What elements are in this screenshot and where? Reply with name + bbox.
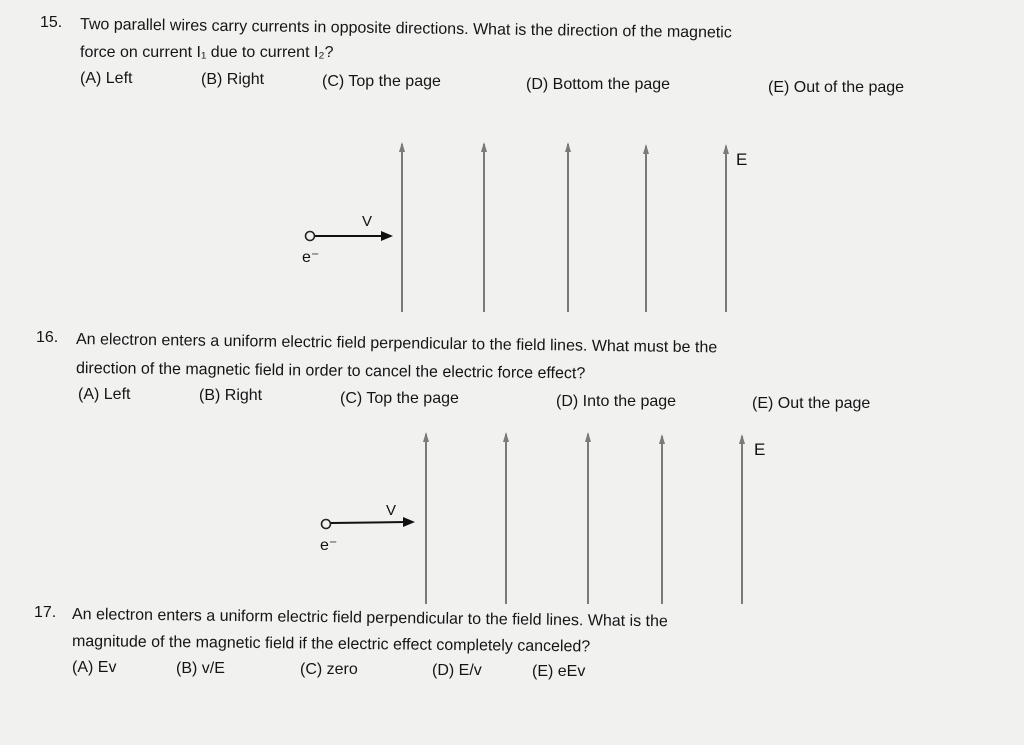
field-arrowhead	[739, 434, 745, 444]
electric-field-lines	[399, 142, 729, 312]
option-c: (C) zero	[300, 661, 358, 678]
field-arrowhead	[585, 432, 591, 442]
field-diagram-2	[320, 432, 765, 604]
electric-field-lines	[423, 432, 745, 604]
electron-icon	[322, 520, 331, 529]
question-text-line: force on current I₁ due to current I₂?	[80, 44, 334, 61]
velocity-label: V	[362, 213, 373, 230]
question-number: 16.	[36, 329, 59, 346]
question-text-line: An electron enters a uniform electric field perpendicular to the field lines. What must be the	[75, 331, 718, 357]
velocity-label: V	[386, 502, 397, 519]
option-b: (B) v/E	[176, 660, 225, 677]
velocity-arrowhead	[381, 231, 393, 241]
particle-label: e⁻	[302, 249, 320, 266]
electron-icon	[306, 232, 315, 241]
option-c: (C) Top the page	[340, 390, 459, 407]
field-label: E	[754, 440, 766, 459]
question-text-line: magnitude of the magnetic field if the electric effect completely canceled?	[71, 633, 591, 656]
question-text-line: direction of the magnetic field in order to cancel the electric force effect?	[75, 360, 586, 383]
velocity-arrow	[331, 522, 406, 523]
option-b: (B) Right	[199, 387, 263, 404]
option-a: (A) Ev	[72, 659, 117, 676]
field-arrowhead	[481, 142, 487, 152]
option-e: (E) Out of the page	[768, 79, 905, 96]
option-d: (D) Bottom the page	[526, 76, 671, 93]
field-arrowhead	[659, 434, 665, 444]
velocity-arrowhead	[403, 517, 415, 527]
field-diagram-1	[302, 142, 747, 312]
option-e: (E) Out the page	[752, 395, 871, 412]
question-number: 15.	[40, 14, 63, 31]
option-e: (E) eEv	[532, 663, 586, 680]
field-arrowhead	[503, 432, 509, 442]
option-c: (C) Top the page	[322, 73, 441, 90]
question-number: 17.	[34, 604, 57, 621]
option-d: (D) Into the page	[556, 393, 677, 410]
option-a: (A) Left	[80, 70, 133, 87]
option-b: (B) Right	[201, 71, 265, 88]
field-arrowhead	[399, 142, 405, 152]
field-arrowhead	[565, 142, 571, 152]
field-arrowhead	[643, 144, 649, 154]
field-label: E	[736, 150, 748, 169]
question-text-line: Two parallel wires carry currents in opposite directions. What is the direction of the magnetic	[79, 16, 732, 42]
field-arrowhead	[723, 144, 729, 154]
option-d: (D) E/v	[432, 662, 482, 679]
field-arrowhead	[423, 432, 429, 442]
question-text-line: An electron enters a uniform electric field perpendicular to the field lines. What is the	[71, 606, 668, 631]
option-a: (A) Left	[78, 386, 131, 403]
particle-label: e⁻	[320, 537, 338, 554]
